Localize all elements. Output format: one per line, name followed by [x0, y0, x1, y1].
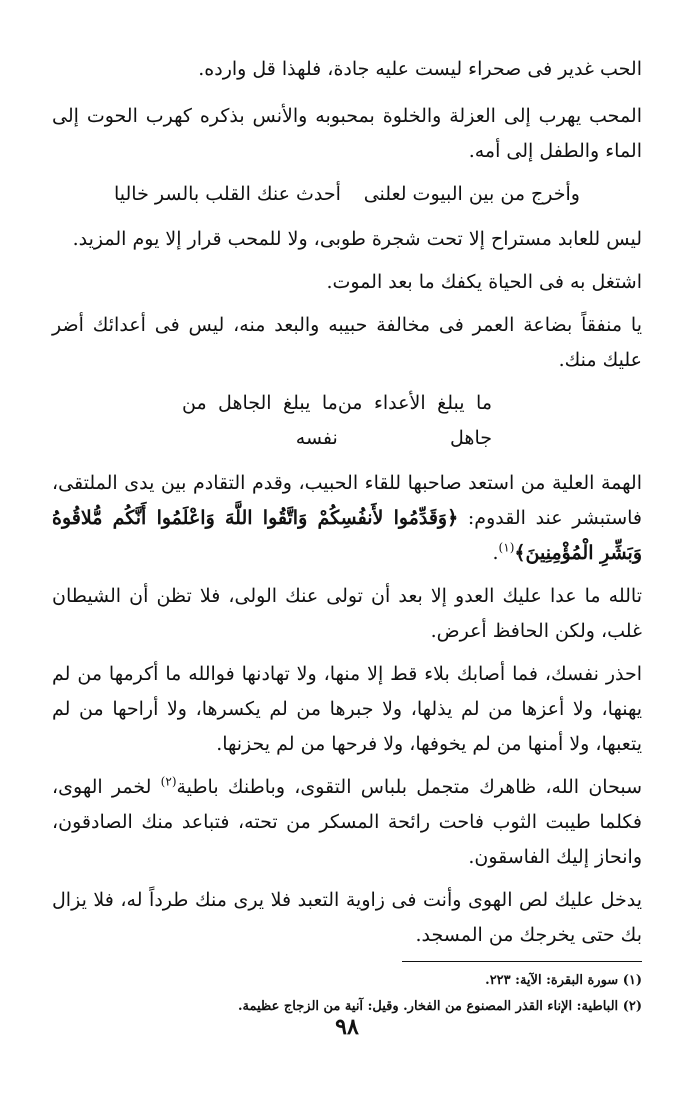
paragraph-love-pond: الحب غدير فى صحراء ليست عليه جادة، فلهذا قل وارده. [198, 58, 642, 80]
paragraph-spender-of-life: يا منفقاً بضاعة العمر فى مخالفة حبيبه والبعد منه، ليس فى أعدائك أضر عليك منك. [52, 314, 642, 371]
paragraph-enemy: تالله ما عدا عليك العدو إلا بعد أن تولى عنك الولى، فلا تظن أن الشيطان غلب، ولكن الحافظ أعرض. [52, 585, 642, 642]
paragraph-subhan-allah [52, 770, 642, 875]
himma-text: الهمة العلية من استعد صاحبها للقاء الحبيب، وقدم التقادم بين يدى الملتقى، فاستبشر عند القدوم: [52, 472, 642, 529]
paragraph-worshipper-rest: ليس للعابد مستراح إلا تحت شجرة طوبى، ولا للمحب قرار إلا يوم المزيد. [72, 228, 642, 250]
footnote-ref-2: (٢) [160, 774, 177, 789]
subhan-text-end: لخمر الهوى، فكلما طيبت الثوب فاحت رائحة المسكر من تحته، فتباعد منك الصادقون، وانحاز إليك الفاسقون. [52, 776, 642, 868]
footnote-2: (٢) الباطية: الإناء القذر المصنوع من الفخار. وقيل: آنية من الزجاج عظيمة. [238, 999, 642, 1014]
verse-1-right-hemistich: وأخرج من بين البيوت لعلنى [363, 183, 580, 205]
footnote-ref-1: (١) [498, 540, 515, 555]
verse-1 [52, 177, 642, 212]
footnote-1: (١) سورة البقرة: الآية: ٢٢٣. [485, 973, 642, 988]
paragraph-beware-self: احذر نفسك، فما أصابك بلاء قط إلا منها، ولا تهادنها فوالله ما أكرمها من لم يهنها، ولا أعزها من لم يذلها، ولا جبرها من لم يكسرها، ولا أراحها من لم يتعبها، ولا أمنها من لم يخوفها، ولا فرحها من لم يحزنها. [52, 663, 642, 755]
page-number: ٩٨ [335, 1014, 359, 1040]
quran-verse: ﴿وَقَدِّمُوا لأَنفُسِكُمْ وَاتَّقُوا اللَّهَ وَاعْلَمُوا أَنَّكُم مُّلاقُوهُ وَبَشِّرِ الْمُؤْمِنِينَ﴾ [52, 507, 642, 564]
verse-2-left-hemistich: ما يبلغ الجاهل من نفسه [182, 392, 338, 449]
verse-2 [52, 386, 642, 456]
himma-end: . [492, 542, 499, 564]
subhan-text: سبحان الله، ظاهرك متجمل بلباس التقوى، وباطنك باطية [176, 776, 642, 798]
paragraph-lover-seclusion: المحب يهرب إلى العزلة والخلوة بمحبوبه والأنس بذكره كهرب الحوت إلى الماء والطفل إلى أمه. [52, 105, 642, 162]
verse-2-right-hemistich: ما يبلغ الأعداء من جاهل [337, 392, 492, 449]
footnotes [52, 968, 642, 1020]
paragraph-thief-of-desire: يدخل عليك لص الهوى وأنت فى زاوية التعبد فلا يرى منك طرداً له، فلا يزال بك حتى يخرجك من المسجد. [52, 889, 642, 946]
paragraph-high-aspiration [52, 466, 642, 571]
paragraph-occupy-life: اشتغل به فى الحياة يكفك ما بعد الموت. [326, 271, 642, 293]
footnote-separator [402, 961, 642, 962]
main-text [52, 52, 642, 953]
verse-1-left-hemistich: أحدث عنك القلب بالسر خاليا [114, 183, 341, 205]
